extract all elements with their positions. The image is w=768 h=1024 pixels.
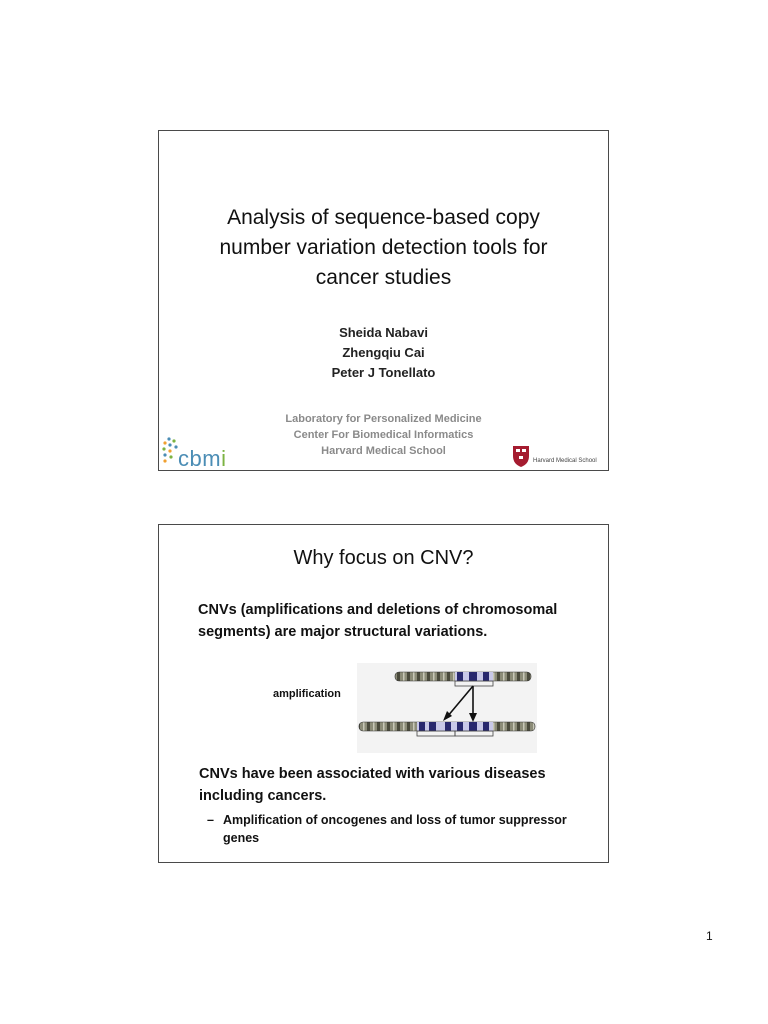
page-number: 1	[706, 929, 713, 943]
slide-title: Why focus on CNV?	[293, 547, 474, 569]
figure-label: amplification	[273, 688, 341, 700]
bullet-text: CNVs have been associated with various diseases including cancers.	[199, 766, 546, 804]
slide-title	[159, 203, 608, 293]
affiliation-line: Laboratory for Personalized Medicine	[285, 413, 482, 425]
title-line: Analysis of sequence-based copy	[227, 206, 540, 229]
author-list	[159, 323, 608, 383]
dash-marker: –	[207, 813, 214, 827]
harvard-shield-icon	[511, 444, 531, 468]
harvard-logo	[511, 444, 609, 470]
title-slide	[158, 130, 609, 471]
author-name: Zhengqiu Cai	[342, 345, 425, 360]
author-name: Peter J Tonellato	[331, 365, 436, 380]
title-line: number variation detection tools for	[219, 236, 548, 259]
cnv-slide	[158, 524, 609, 863]
author-name: Sheida Nabavi	[339, 325, 428, 340]
affiliation-line: Harvard Medical School	[321, 445, 446, 457]
cbmi-logo	[161, 435, 239, 469]
harvard-label: Harvard Medical School	[533, 458, 597, 464]
affiliation-line: Center For Biomedical Informatics	[293, 429, 474, 441]
title-line: cancer studies	[315, 266, 452, 289]
cbmi-wordmark: cbmi	[178, 446, 227, 471]
sub-bullet	[207, 811, 597, 847]
chromosome-amplification-diagram	[357, 663, 537, 753]
bullet-text: CNVs (amplifications and deletions of chromosomal segments) are major structural variations.	[198, 602, 558, 640]
sub-bullet-text: Amplification of oncogenes and loss of tumor suppressor genes	[223, 813, 567, 845]
